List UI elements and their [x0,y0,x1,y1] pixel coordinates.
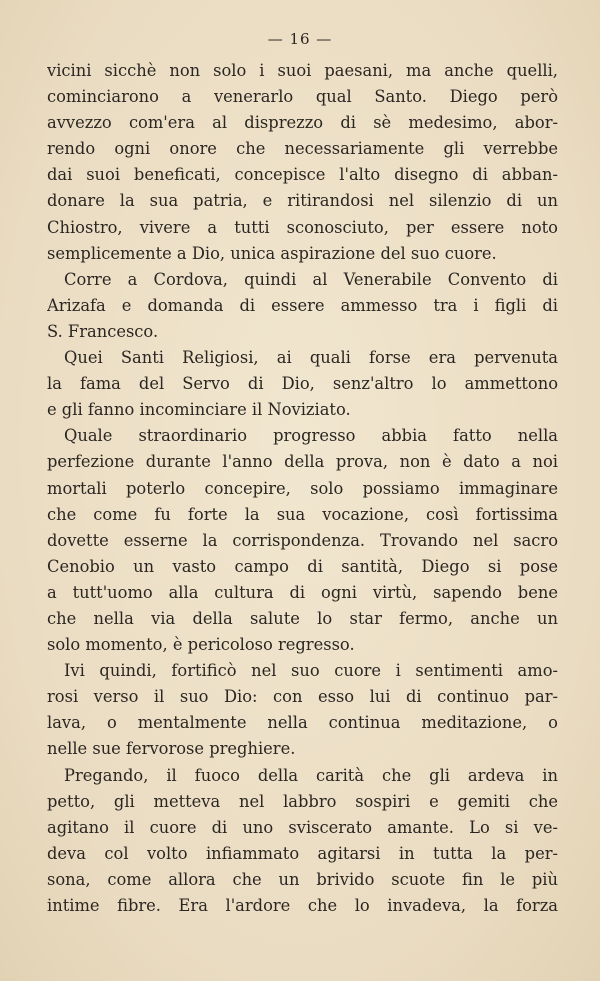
text-line: Quei Santi Religiosi, ai quali forse era pervenuta [64,348,558,368]
text-line: deva col volto infiammato agitarsi in tutta la per- [47,843,558,863]
text-line: Corre a Cordova, quindi al Venerabile Convento di [64,269,558,289]
text-line: dovette esserne la corrispondenza. Trovando nel sacro [47,530,558,550]
text-line: dai suoi beneficati, concepisce l'alto disegno di abban- [47,165,558,185]
text-line: intime fibre. Era l'ardore che lo invadeva, la forza [47,896,558,915]
text-line: che nella via della salute lo star fermo, anche un [47,608,558,628]
text-line: cominciarono a venerarlo qual Santo. Diego però [47,87,558,107]
text-line: rendo ogni onore che necessariamente gli verrebbe [47,139,558,159]
text-line: avvezzo com'era al disprezzo di sè medesimo, abor- [47,113,558,133]
text-line: S. Francesco. [47,321,159,341]
text-line: vicini sicchè non solo i suoi paesani, ma anche quelli, [47,61,558,80]
text-line: a tutt'uomo alla cultura di ogni virtù, sapendo bene [47,582,558,602]
text-line: nelle sue fervorose preghiere. [47,739,296,759]
text-line: che come fu forte la sua vocazione, così fortissima [47,504,558,524]
text-line: Quale straordinario progresso abbia fatto nella [64,426,558,446]
text-line: Cenobio un vasto campo di santità, Diego si pose [47,556,558,576]
text-line: petto, gli metteva nel labbro sospiri e gemiti che [47,791,558,811]
text-line: perfezione durante l'anno della prova, non è dato a noi [47,452,558,472]
text-line: la fama del Servo di Dio, senz'altro lo ammettono [47,374,558,394]
text-line: Chiostro, vivere a tutti sconosciuto, per essere noto [47,217,558,237]
body-text [47,58,558,919]
text-line: e gli fanno incominciare il Noviziato. [47,400,351,420]
text-line: agitano il cuore di uno sviscerato amante. Lo si ve- [47,817,558,837]
text-line: donare la sua patria, e ritirandosi nel silenzio di un [47,191,558,211]
text-line: sona, come allora che un brivido scuote fin le più [47,869,558,889]
text-line: mortali poterlo concepire, solo possiamo immaginare [47,478,558,498]
page-number: — 16 — [267,30,333,48]
text-line: Ivi quindi, fortificò nel suo cuore i sentimenti amo- [64,661,558,681]
text-line: rosi verso il suo Dio: con esso lui di continuo par- [47,687,558,707]
text-line: semplicemente a Dio, unica aspirazione del suo cuore. [47,243,497,263]
text-line: Pregando, il fuoco della carità che gli ardeva in [64,765,558,785]
text-line: solo momento, è pericoloso regresso. [47,635,355,655]
text-line: Arizafa e domanda di essere ammesso tra i figli di [47,295,558,315]
text-line: lava, o mentalmente nella continua meditazione, o [47,713,558,733]
